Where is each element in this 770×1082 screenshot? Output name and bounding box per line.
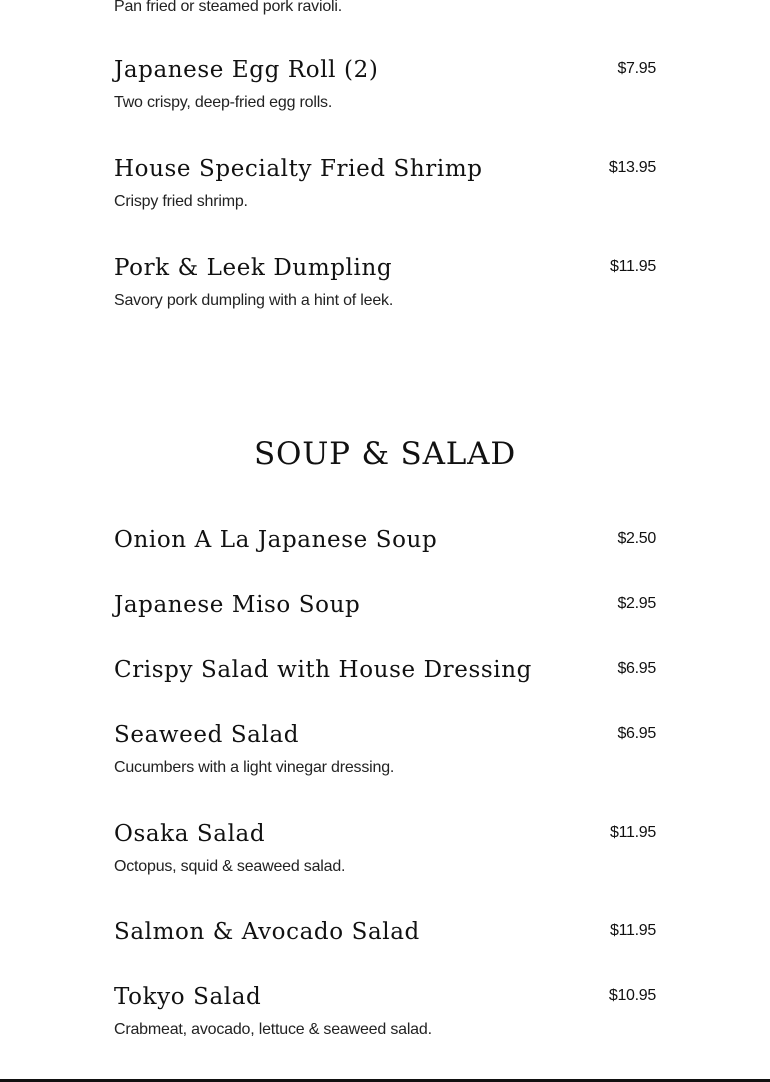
- menu-item-name: Onion A La Japanese Soup: [114, 527, 438, 553]
- menu-item-price: $2.95: [617, 595, 656, 612]
- menu-item-description: Crispy fried shrimp.: [114, 193, 248, 210]
- menu-item-price: $6.95: [617, 660, 656, 677]
- menu-item-price: $2.50: [617, 530, 656, 547]
- menu-item-name: Seaweed Salad: [114, 722, 300, 748]
- menu-item-name: Japanese Miso Soup: [114, 592, 361, 618]
- menu-item-price: $11.95: [610, 258, 656, 275]
- menu-item-price: $6.95: [617, 725, 656, 742]
- menu-item-description: Crabmeat, avocado, lettuce & seaweed salad.: [114, 1021, 432, 1038]
- menu-item-name: Salmon & Avocado Salad: [114, 919, 420, 945]
- menu-item-name: Tokyo Salad: [114, 984, 262, 1010]
- menu-item-price: $10.95: [608, 987, 656, 1004]
- menu-item-description: Pan fried or steamed pork ravioli.: [114, 0, 342, 15]
- menu-item-price: $11.95: [610, 922, 656, 939]
- section-title: SOUP & SALAD: [254, 436, 516, 472]
- menu-item-price: $7.95: [617, 60, 656, 77]
- menu-item-price: $13.95: [608, 159, 656, 176]
- menu-item-name: Pork & Leek Dumpling: [114, 255, 393, 281]
- menu-item-price: $11.95: [610, 824, 656, 841]
- menu-item-description: Two crispy, deep-fried egg rolls.: [114, 94, 333, 111]
- menu-item-description: Cucumbers with a light vinegar dressing.: [114, 759, 395, 776]
- menu-item-name: Japanese Egg Roll (2): [114, 57, 379, 83]
- menu-item-name: Crispy Salad with House Dressing: [114, 657, 532, 683]
- menu-item-description: Octopus, squid & seaweed salad.: [114, 858, 346, 875]
- menu-item-name: Osaka Salad: [114, 821, 266, 847]
- menu-item-name: House Specialty Fried Shrimp: [114, 156, 483, 182]
- menu-item-description: Savory pork dumpling with a hint of leek.: [114, 292, 394, 309]
